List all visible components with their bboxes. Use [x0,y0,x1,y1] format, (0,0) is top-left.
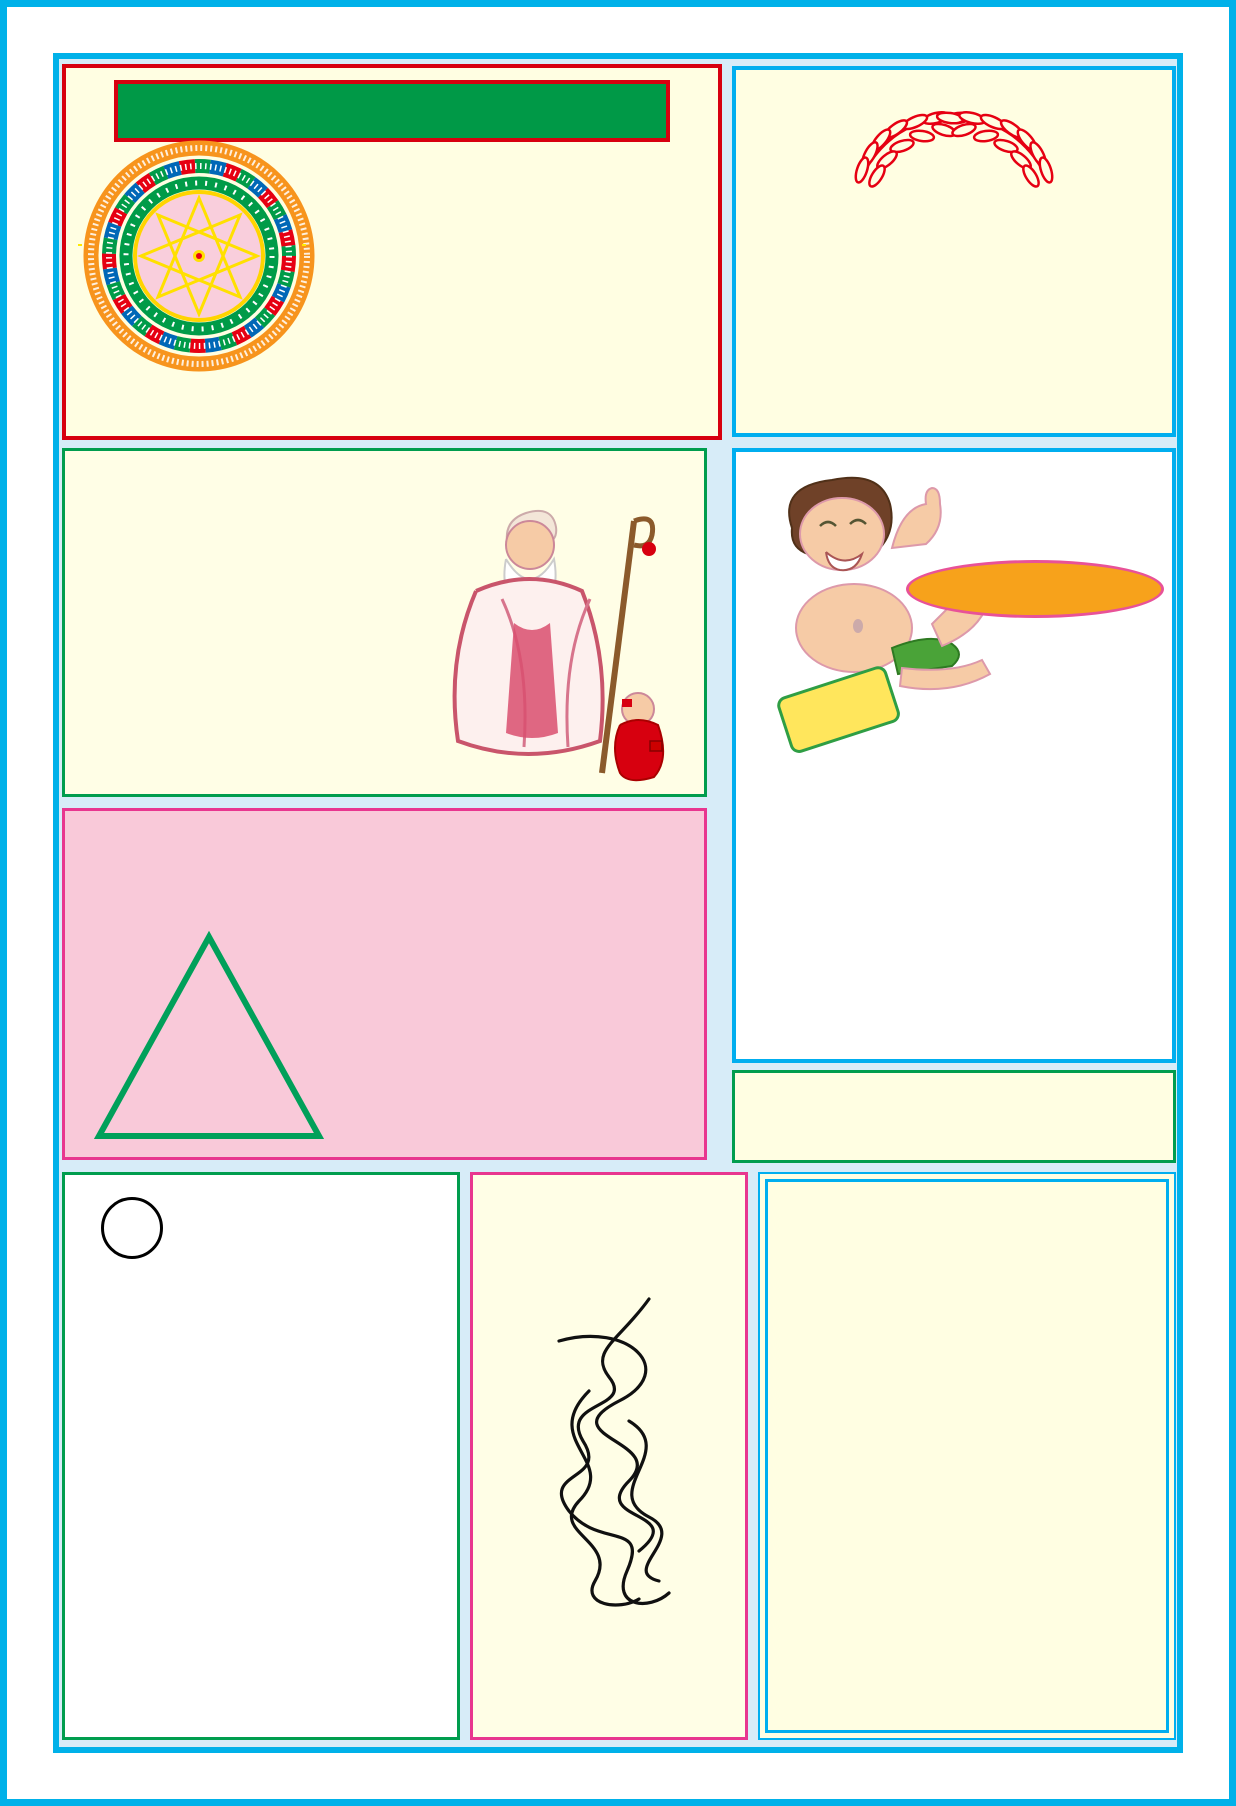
content-area [53,53,1183,1753]
panel-life-humor [732,448,1176,1063]
mystic-triangle [89,929,329,1149]
guide-analysis-block [78,429,706,430]
left-border-strip [7,53,53,1753]
special-number-ball [101,1197,163,1259]
compass-rings-graphic [74,140,324,372]
panel-calligraphy-poem [758,1172,1176,1740]
right-border-strip [1183,53,1229,1753]
panel-forecast-result [732,66,1176,437]
triangle-outline [89,929,329,1144]
compass-west-label [78,244,82,246]
panel-divine-calculation [62,808,707,1160]
panel-notice [732,1070,1176,1163]
laurel-right-icon [926,102,1076,198]
cartoon-man-illustration [742,468,997,763]
humor-title-ellipse [906,560,1164,618]
guide-title-bar [114,80,670,142]
compass-east-label [302,244,306,246]
special-code-row [87,1197,441,1259]
bottom-border-strip [7,1753,1229,1799]
panel-mystic-code [470,1172,748,1740]
calligraphy-inner-frame [765,1179,1169,1733]
notice-text [735,1073,1173,1085]
compass-diagram [74,140,324,372]
top-border-strip [7,7,1229,53]
panel-special-number-guide [62,64,722,440]
panel-current-special-code [62,1172,460,1740]
immortal-illustration [406,503,696,800]
mystic-signature-scribble [499,1199,719,1723]
panel-wong-tai-sin [62,448,707,797]
wreath-decoration [736,102,1172,198]
